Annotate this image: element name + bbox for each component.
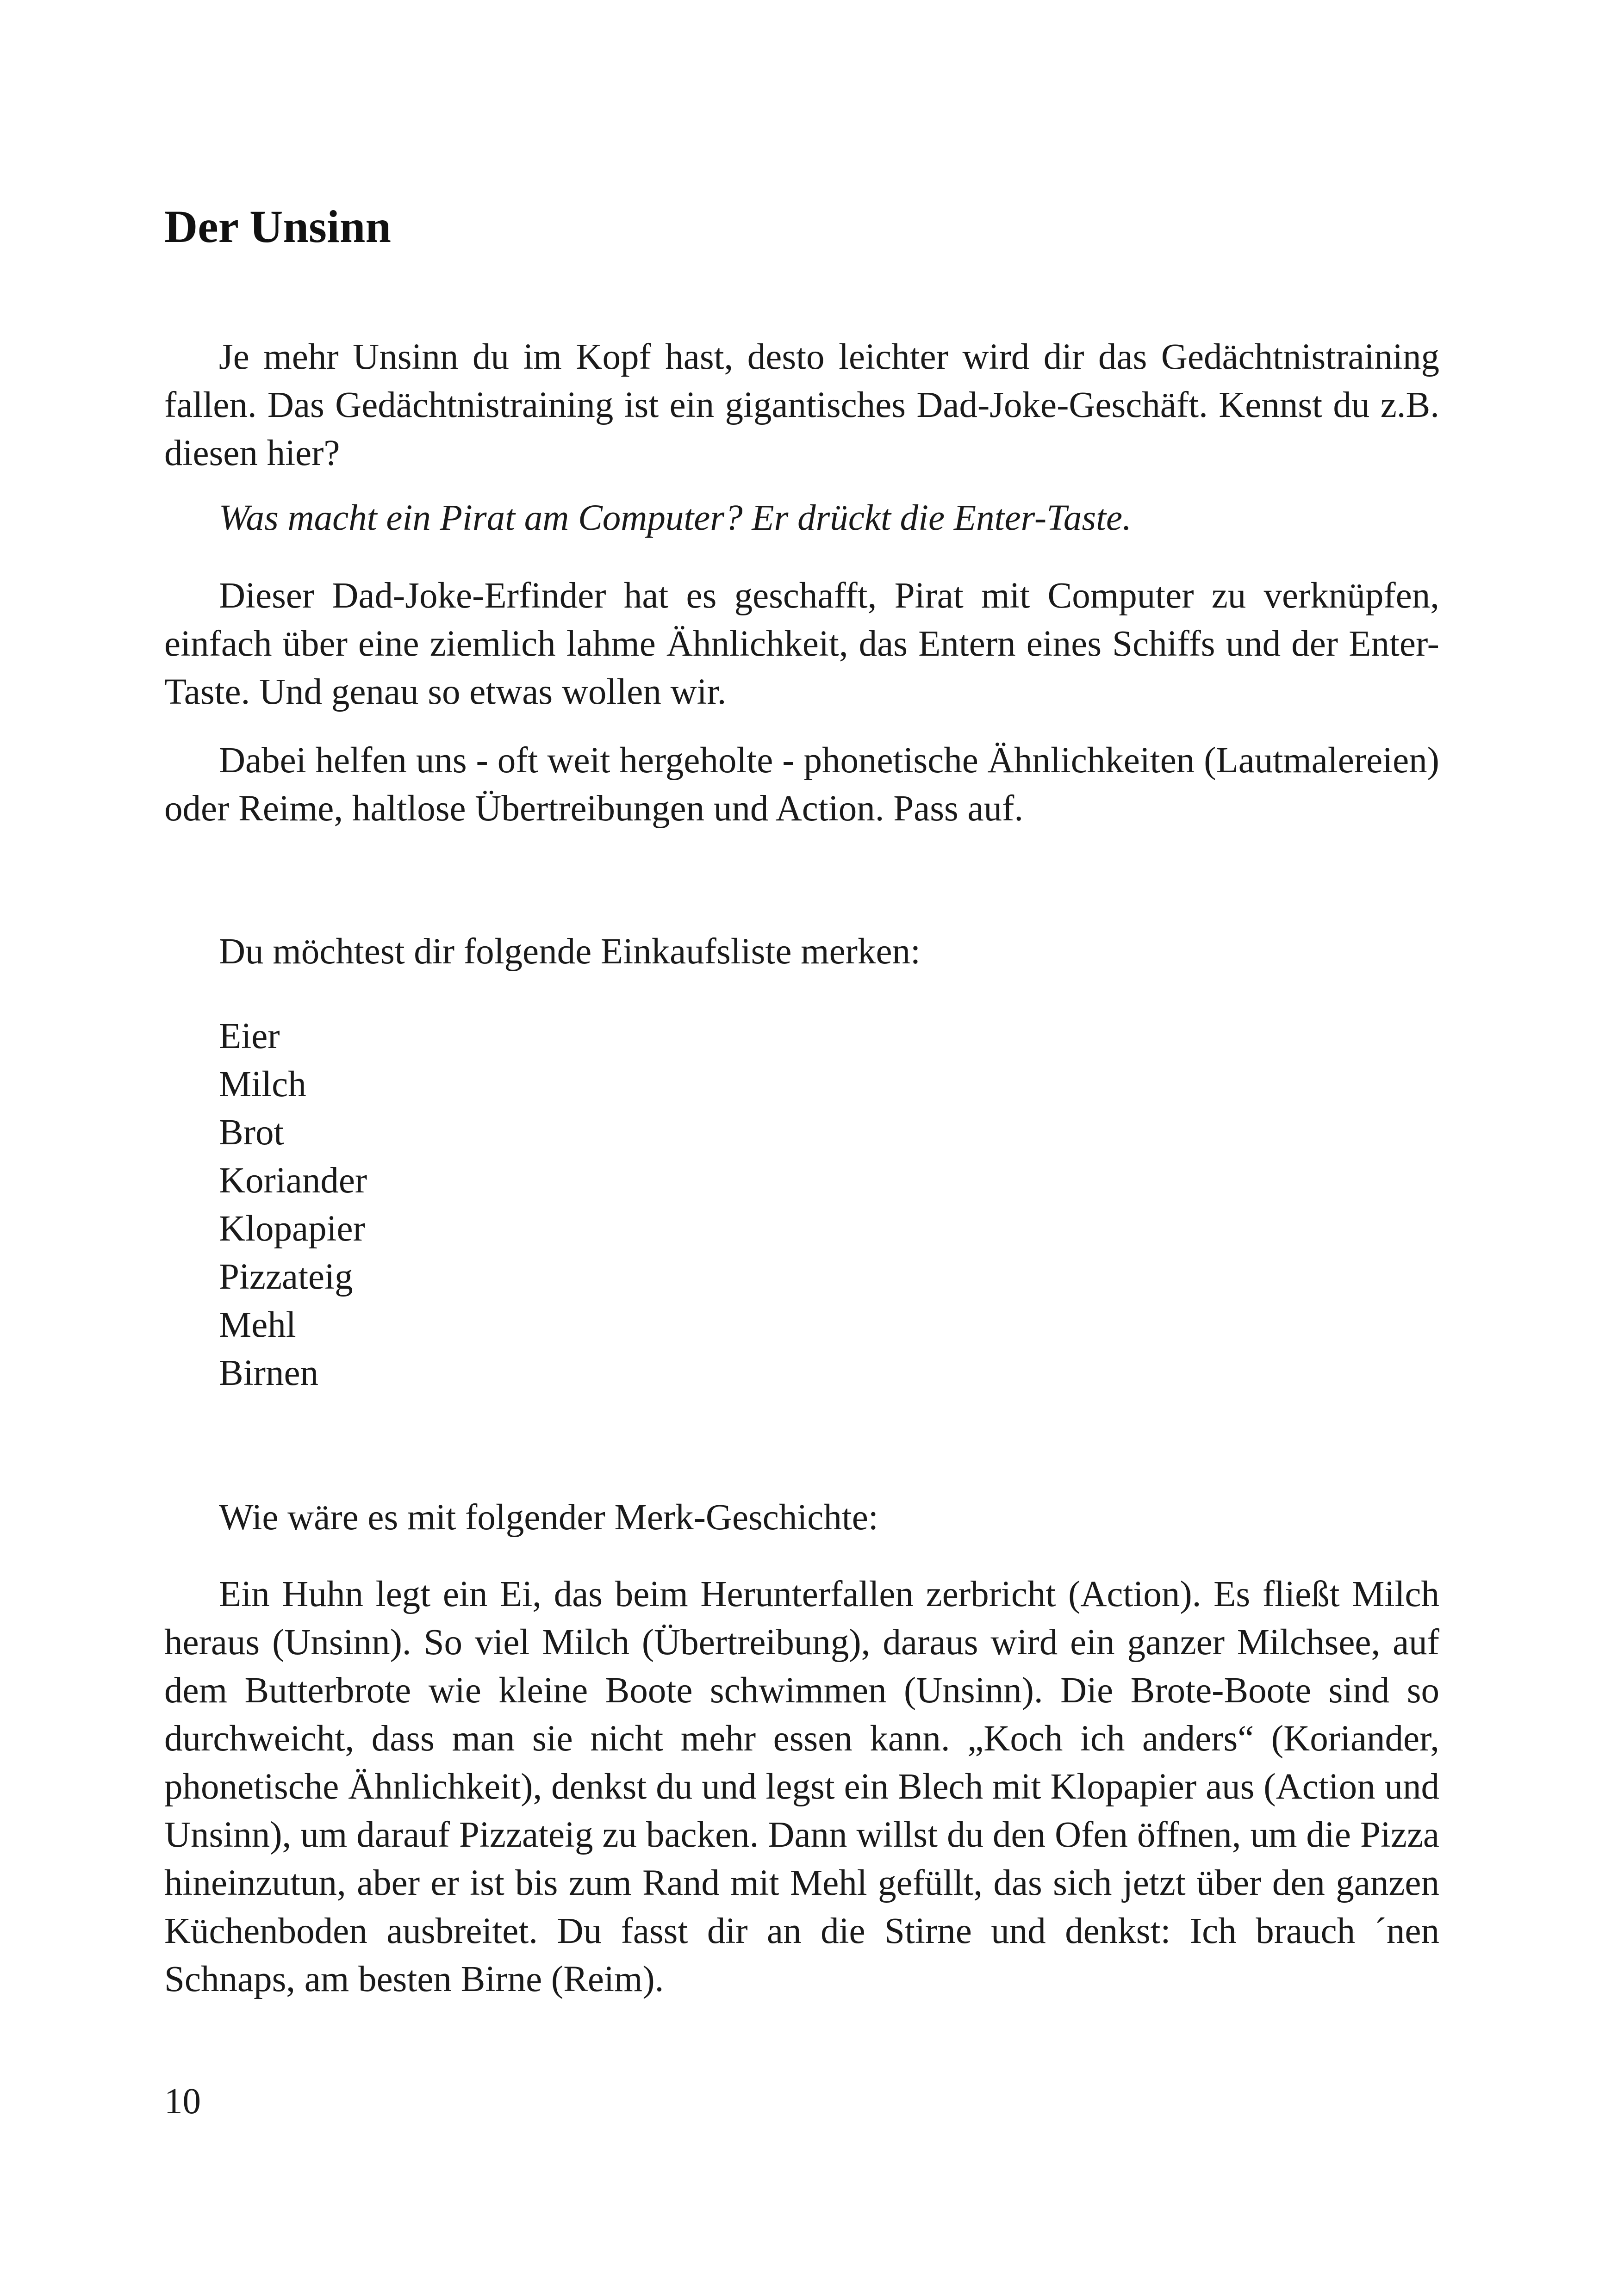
story-intro: Wie wäre es mit folgender Merk-Geschichte:: [219, 1497, 878, 1538]
page-number: 10: [164, 2081, 201, 2122]
shopping-list-item: Birnen: [219, 1353, 319, 1393]
shopping-list-item: Brot: [219, 1112, 284, 1153]
paragraph-explanation: Dieser Dad-Joke-Erfinder hat es geschafft, Pirat mit Computer zu verknüpfen, einfach über eine ziemlich lahme Ähnlichkeit, das Entern eines Schiffs und der Enter-Taste. Und genau so etwas wollen wir.: [164, 576, 1439, 712]
book-page: [164, 0, 1439, 2296]
shopping-list-item: Klopapier: [219, 1209, 365, 1249]
joke-quote: Was macht ein Pirat am Computer? Er drückt die Enter-Taste.: [219, 498, 1132, 538]
shopping-list-item: Koriander: [219, 1160, 367, 1201]
paragraph-story: Ein Huhn legt ein Ei, das beim Herunterfallen zerbricht (Action). Es fließt Milch heraus (Unsinn). So viel Milch (Übertreibung), daraus wird ein ganzer Milchsee, auf dem Butterbrote wie kleine Boote schwimmen (Unsinn). Die Brote-Boote sind so durchweicht, dass man sie nicht mehr essen kann. „Koch ich anders“ (Koriander, phonetische Ähnlichkeit), denkst du und legst ein Blech mit Klopapier aus (Action und Unsinn), um darauf Pizzateig zu backen. Dann willst du den Ofen öffnen, um die Pizza hineinzutun, aber er ist bis zum Rand mit Mehl gefüllt, das sich jetzt über den ganzen Küchenboden ausbreitet. Du fasst dir an die Stirne und denkst: Ich brauch ´nen Schnaps, am besten Birne (Reim).: [164, 1574, 1439, 1999]
shopping-list-item: Eier: [219, 1016, 280, 1056]
shopping-list-item: Milch: [219, 1064, 306, 1105]
paragraph-helpers: Dabei helfen uns - oft weit hergeholte - phonetische Ähnlichkeiten (Lautmalereien) oder Reime, haltlose Übertreibungen und Action. Pass auf.: [164, 740, 1439, 829]
chapter-title: Der Unsinn: [164, 201, 391, 252]
shopping-list-item: Mehl: [219, 1305, 296, 1345]
shopping-list: [219, 1012, 367, 1397]
paragraph-intro: Je mehr Unsinn du im Kopf hast, desto leichter wird dir das Gedächtnistraining fallen. Das Gedächtnistraining ist ein gigantisches Dad-Joke-Geschäft. Kennst du z.B. diesen hier?: [164, 337, 1439, 473]
shopping-list-item: Pizzateig: [219, 1257, 353, 1297]
shopping-list-intro: Du möchtest dir folgende Einkaufsliste merken:: [219, 931, 921, 972]
